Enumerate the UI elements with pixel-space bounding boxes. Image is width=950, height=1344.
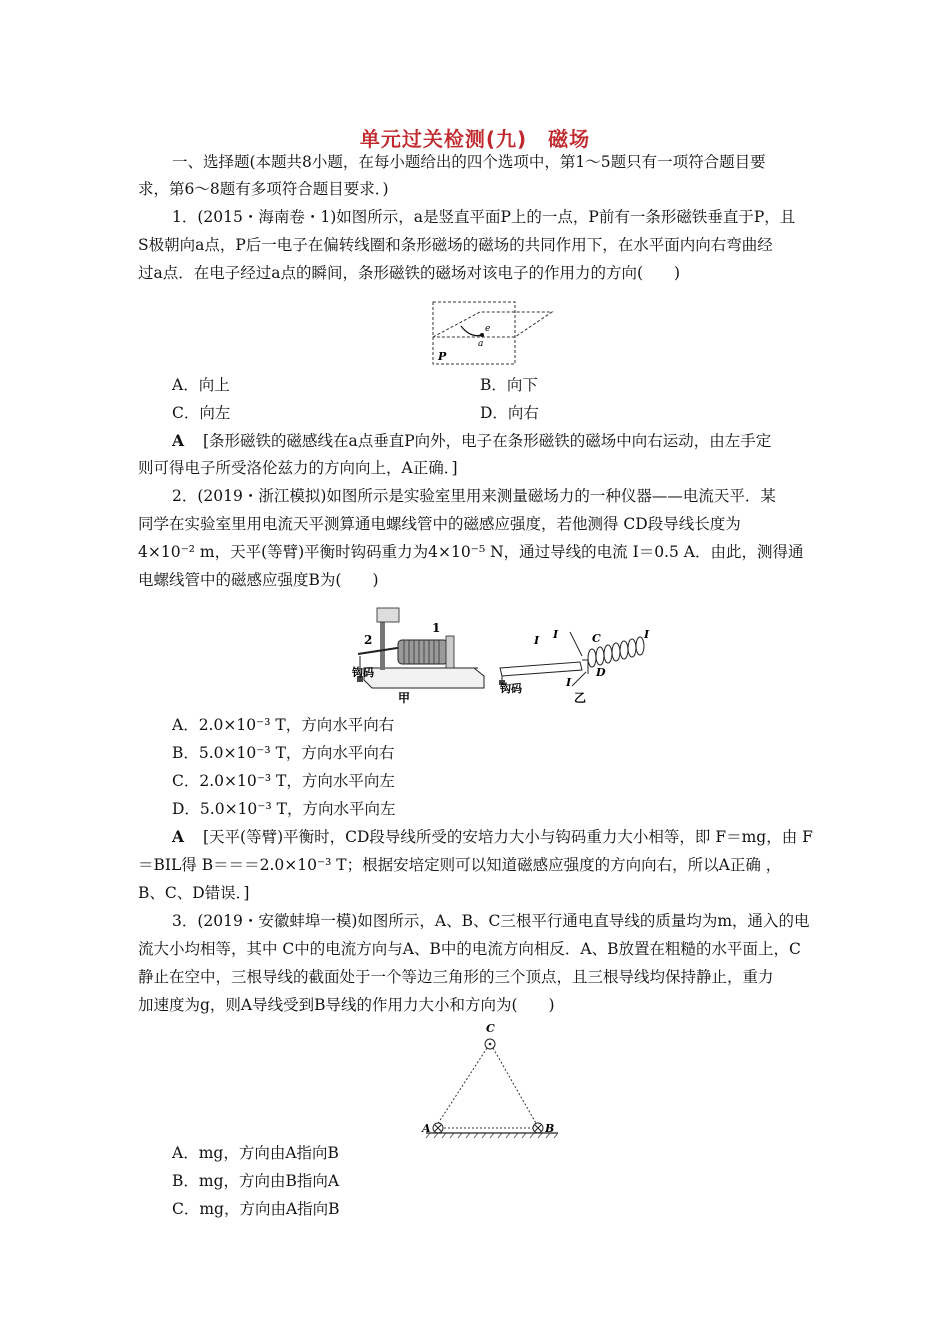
q3-stem-line-4: 加速度为g，则A导线受到B导线的作用力大小和方向为( )	[138, 996, 555, 1014]
q2-fig-label-yi: 乙	[574, 691, 587, 705]
q3-option-a: A．mg，方向由A指向B	[172, 1144, 339, 1162]
q2-fig-label-i1: I	[534, 634, 540, 647]
q3-fig-label-c: C	[486, 1022, 495, 1035]
q1-option-b: B．向下	[480, 376, 538, 394]
q2-option-d: D．5.0×10⁻³ T，方向水平向左	[172, 800, 396, 818]
q3-stem-line-3: 静止在空中，三根导线的截面处于一个等边三角形的三个顶点，且三根导线均保持静止，重力	[138, 968, 774, 986]
q1-answer-key: A	[172, 431, 185, 450]
q1-fig-label-e: e	[485, 324, 491, 334]
q2-answer-line-1: [天平(等臂)平衡时，CD段导线所受的安培力大小与钩码重力大小相等，即 F＝mg，由 F	[202, 828, 813, 846]
q2-fig-label-2: 2	[364, 633, 373, 647]
q3-figure	[420, 1022, 565, 1140]
q2-fig-label-d: D	[596, 666, 606, 679]
q2-fig-label-i3: I	[644, 628, 650, 641]
q2-fig-label-i4: I	[566, 676, 572, 689]
q2-fig-label-c: C	[592, 632, 601, 645]
q1-answer-line-1: [条形磁铁的磁感线在a点垂直P向外，电子在条形磁铁的磁场中向右运动，由左手定	[202, 432, 772, 450]
q1-option-a: A．向上	[172, 376, 230, 394]
q1-stem-line-2: S极朝向a点，P后一电子在偏转线圈和条形磁场的磁场的共同作用下，在水平面内向右弯曲经	[138, 236, 773, 254]
section-intro-line-1: 一、选择题(本题共8小题，在每小题给出的四个选项中，第1～5题只有一项符合题目要	[172, 153, 766, 171]
q3-option-c: C．mg，方向由A指向B	[172, 1200, 340, 1218]
q2-answer-line-2: ＝BIL得 B＝＝＝2.0×10⁻³ T；根据安培定则可以知道磁感应强度的方向向右，所以A正确 ，	[138, 856, 782, 874]
q2-stem-line-3: 4×10⁻² m，天平(等臂)平衡时钩码重力为4×10⁻⁵ N，通过导线的电流 I＝0.5 A．由此，测得通	[138, 543, 804, 561]
q2-option-b: B．5.0×10⁻³ T，方向水平向右	[172, 744, 395, 762]
q2-option-c: C．2.0×10⁻³ T，方向水平向左	[172, 772, 395, 790]
q2-answer-line-3: B、C、D错误．]	[138, 884, 250, 902]
q2-stem-line-2: 同学在实验室里用电流天平测算通电螺线管中的磁感应强度，若他测得 CD段导线长度为	[138, 515, 741, 533]
q2-fig-label-1: 1	[432, 621, 441, 635]
q2-stem-line-1: 2．(2019・浙江模拟)如图所示是实验室里用来测量磁场力的一种仪器——电流天平．某	[172, 487, 776, 505]
q2-fig-label-i2: I	[553, 628, 559, 641]
q3-stem-line-1: 3．(2019・安徽蚌埠一模)如图所示，A、B、C三根平行通电直导线的质量均为m，通入的电	[172, 912, 810, 930]
q2-fig-label-jia: 甲	[398, 691, 411, 705]
q2-stem-line-4: 电螺线管中的磁感应强度B为( )	[138, 571, 379, 589]
q3-stem-line-2: 流大小均相等，其中 C中的电流方向与A、B中的电流方向相反．A、B放置在粗糙的水平面上，C	[138, 940, 801, 958]
page-title: 单元过关检测(九) 磁场	[359, 127, 591, 151]
q2-figure	[350, 598, 660, 710]
q2-answer-key: A	[172, 827, 185, 846]
q2-fig-label-hook-right: 钩码	[500, 682, 522, 695]
q2-fig-label-hook-left: 钩码	[352, 666, 374, 679]
section-intro-line-2: 求，第6～8题有多项符合题目要求．)	[138, 180, 389, 198]
q3-option-b: B．mg，方向由B指向A	[172, 1172, 340, 1190]
q1-fig-label-p: P	[438, 350, 447, 363]
q1-option-d: D．向右	[480, 404, 539, 422]
q1-stem-line-1: 1．(2015・海南卷・1)如图所示，a是竖直平面P上的一点，P前有一条形磁铁垂直于P，且	[172, 208, 796, 226]
q1-answer-line-2: 则可得电子所受洛伦兹力的方向向上，A正确．]	[138, 459, 458, 477]
q2-option-a: A．2.0×10⁻³ T，方向水平向右	[172, 716, 395, 734]
q1-option-c: C．向左	[172, 404, 231, 422]
q3-fig-label-a: A	[422, 1122, 431, 1135]
q1-figure	[425, 300, 560, 370]
q1-stem-line-3: 过a点．在电子经过a点的瞬间，条形磁铁的磁场对该电子的作用力的方向( )	[138, 264, 681, 282]
q1-fig-label-a: a	[478, 339, 484, 349]
q3-fig-label-b: B	[545, 1122, 555, 1135]
